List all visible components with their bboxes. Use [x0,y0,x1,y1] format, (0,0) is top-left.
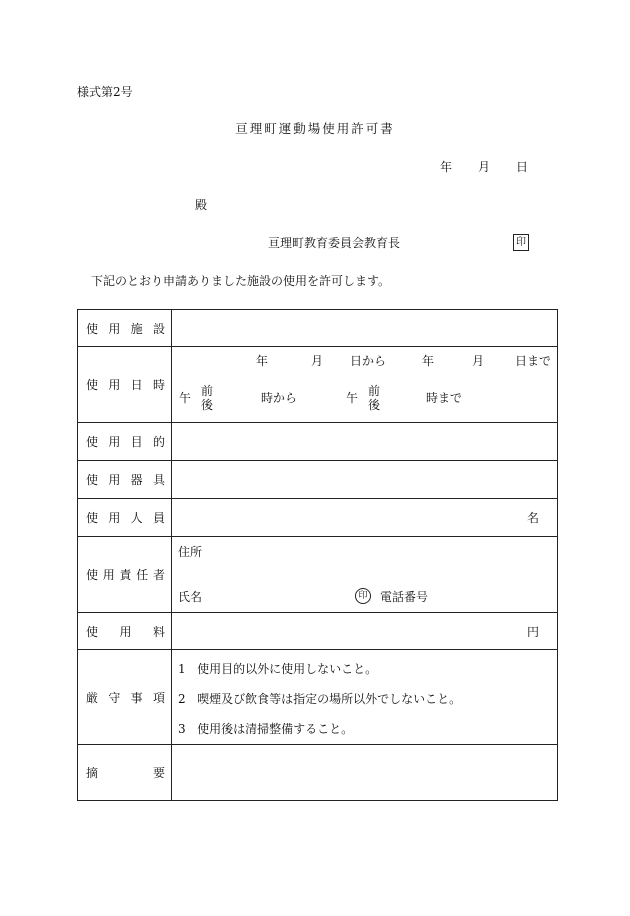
responsible-seal: 印 [355,588,371,604]
value-equipment[interactable] [172,461,558,499]
rule-item: 3 使用後は清掃整備すること。 [178,722,354,736]
rule-item: 2 喫煙及び飲食等は指定の場所以外でしないこと。 [178,692,462,706]
from-month: 月 [311,354,324,368]
to-time: 時まで [426,391,463,405]
label-equipment: 使用器具 [78,461,172,499]
people-unit: 名 [526,511,539,525]
value-responsible[interactable] [172,537,558,613]
from-day: 日から [350,354,387,368]
rule-item: 1 使用目的以外に使用しないこと。 [178,662,378,676]
fee-unit: 円 [526,625,539,639]
date-month: 月 [478,160,491,174]
date-year: 年 [440,160,453,174]
pm-label-from: 後 [201,398,214,412]
label-facility: 使用施設 [78,310,172,347]
label-summary: 摘要 [78,745,172,801]
row-summary [78,745,558,801]
noon-label-to: 午 [346,391,359,405]
permit-table [77,309,558,801]
to-day: 日まで [515,354,552,368]
phone-label: 電話番号 [380,590,429,604]
row-responsible [78,537,558,613]
date-day: 日 [516,160,529,174]
am-label-to: 前 [368,384,381,398]
value-people[interactable] [172,499,558,537]
row-fee [78,613,558,650]
label-rules: 厳守事項 [78,650,172,745]
to-year: 年 [422,354,435,368]
row-purpose [78,423,558,461]
row-rules [78,650,558,745]
from-year: 年 [256,354,269,368]
noon-label-from: 午 [179,391,192,405]
label-purpose: 使用目的 [78,423,172,461]
value-fee[interactable] [172,613,558,650]
am-label-from: 前 [201,384,214,398]
label-datetime: 使用日時 [78,347,172,423]
form-number: 様式第2号 [77,85,133,99]
row-facility [78,310,558,347]
addressee-suffix: 殿 [195,198,208,212]
document-title: 亘理町運動場使用許可書 [235,121,395,136]
to-month: 月 [472,354,485,368]
value-purpose[interactable] [172,423,558,461]
label-fee: 使用料 [78,613,172,650]
value-facility[interactable] [172,310,558,347]
value-rules [172,650,558,745]
label-people: 使用人員 [78,499,172,537]
from-time: 時から [261,391,298,405]
label-responsible: 使用責任者 [78,537,172,613]
intro-text: 下記のとおり申請ありました施設の使用を許可します。 [91,274,391,288]
issuer-name: 亘理町教育委員会教育長 [268,236,401,250]
value-datetime[interactable] [172,347,558,423]
issuer-seal: 印 [513,234,529,251]
row-datetime [78,347,558,423]
name-label: 氏名 [178,590,203,604]
issue-date [440,161,528,173]
row-people [78,499,558,537]
value-summary[interactable] [172,745,558,801]
row-equipment [78,461,558,499]
address-label: 住所 [178,545,203,559]
pm-label-to: 後 [368,398,381,412]
